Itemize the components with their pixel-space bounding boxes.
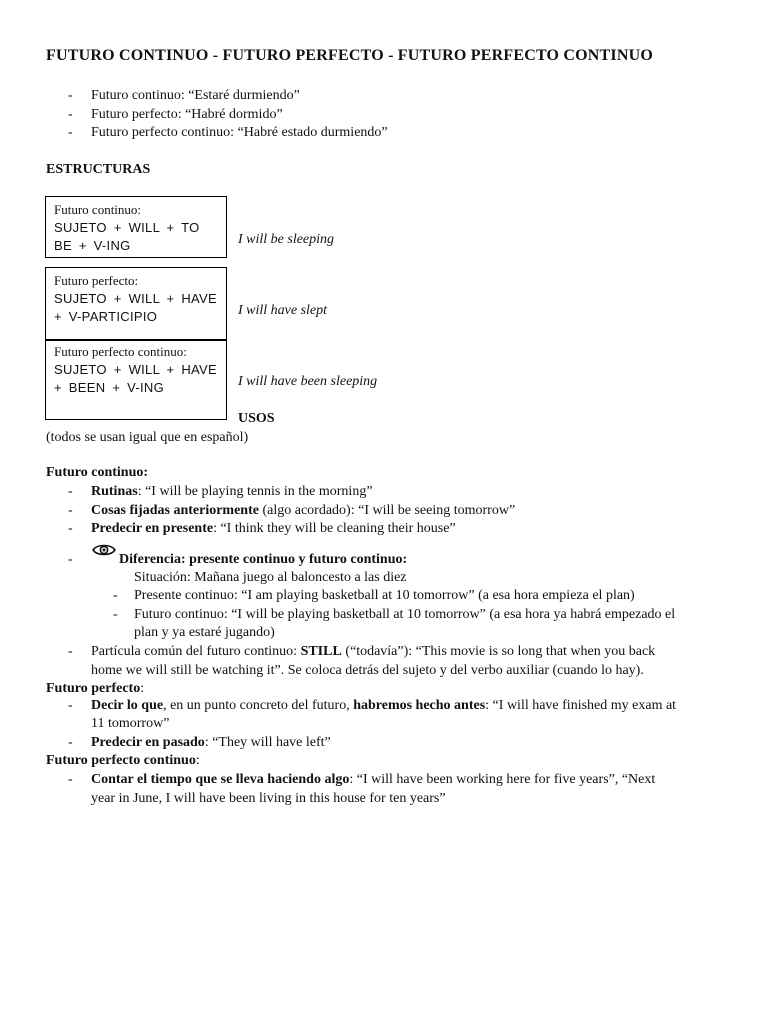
box-structure: SUJETO + WILL + HAVE + BEEN + V-ING xyxy=(54,362,217,395)
bold-term: Rutinas xyxy=(91,484,138,499)
structure-box-futuro-continuo xyxy=(45,196,227,258)
list-dash: - xyxy=(113,588,118,603)
bold-term: Cosas fijadas anteriormente xyxy=(91,503,259,518)
item-text: : “I will have been working here for five years”, “Next xyxy=(349,772,656,787)
box-structure: SUJETO + WILL + HAVE + V-PARTICIPIO xyxy=(54,291,217,324)
heading-futuro-continuo: Futuro continuo: xyxy=(46,465,149,480)
bold-term: Contar el tiempo que se lleva haciendo algo xyxy=(91,772,350,787)
diferencia-heading: Diferencia: presente continuo y futuro continuo: xyxy=(119,552,408,567)
box-label: Futuro continuo: xyxy=(54,202,142,217)
list-item xyxy=(91,520,456,538)
item-text: Partícula común del futuro continuo: xyxy=(91,644,301,659)
bold-term: Predecir en pasado xyxy=(91,735,205,750)
sub-list-item-continuation: plan y ya estaré jugando) xyxy=(134,625,275,640)
item-text: : “I will have finished my exam at xyxy=(485,698,677,713)
list-item-continuation: home we will still be watching it”. Se coloca detrás del sujeto y del verbo auxiliar (cuando lo hay). xyxy=(91,663,644,678)
heading-text: Futuro perfecto continuo xyxy=(46,753,196,768)
example-sentence: I will be sleeping xyxy=(238,232,335,247)
bold-term: STILL xyxy=(300,644,342,659)
eye-icon xyxy=(92,543,116,562)
item-text: , en un punto concreto del futuro, xyxy=(163,698,354,713)
heading-colon: : xyxy=(195,753,200,768)
bold-term: Predecir en presente xyxy=(91,521,214,536)
section-heading-estructuras: ESTRUCTURAS xyxy=(46,162,151,177)
item-text: (“todavía”): “This movie is so long that when you back xyxy=(341,644,656,659)
list-item: Futuro perfecto continuo: “Habré estado durmiendo” xyxy=(91,125,388,140)
list-dash: - xyxy=(113,607,118,622)
structure-box-futuro-perfecto-continuo xyxy=(45,340,227,420)
item-text: : “I will be playing tennis in the morning” xyxy=(137,484,373,499)
item-text: : “They will have left” xyxy=(204,735,331,750)
list-dash: - xyxy=(68,125,73,140)
heading-text: Futuro perfecto xyxy=(46,681,141,696)
section-heading-usos: USOS xyxy=(238,411,275,426)
document-title: FUTURO CONTINUO - FUTURO PERFECTO - FUTURO PERFECTO CONTINUO xyxy=(46,47,653,64)
list-item-continuation: year in June, I will have been living in this house for ten years” xyxy=(91,791,446,806)
structure-box-futuro-perfecto xyxy=(45,267,227,340)
bold-term: habremos hecho antes xyxy=(353,698,486,713)
list-item: Futuro continuo: “Estaré durmiendo” xyxy=(91,88,300,103)
sub-list-item: Futuro continuo: “I will be playing basketball at 10 tomorrow” (a esa hora ya habrá empezado el xyxy=(134,607,676,622)
heading-colon: : xyxy=(140,681,145,696)
heading-futuro-perfecto xyxy=(46,680,144,698)
list-dash: - xyxy=(68,552,73,567)
list-dash: - xyxy=(68,107,73,122)
list-item-continuation: 11 tomorrow” xyxy=(91,716,170,731)
box-structure: SUJETO + WILL + TO BE + V-ING xyxy=(54,220,200,253)
list-item xyxy=(91,697,676,715)
list-dash: - xyxy=(68,698,73,713)
situacion-text: Situación: Mañana juego al baloncesto a las diez xyxy=(134,570,407,585)
list-dash: - xyxy=(68,772,73,787)
item-text: (algo acordado): “I will be seeing tomorrow” xyxy=(258,503,516,518)
list-dash: - xyxy=(68,521,73,536)
list-item xyxy=(91,734,331,752)
list-dash: - xyxy=(68,88,73,103)
example-sentence: I will have slept xyxy=(238,303,328,318)
list-item xyxy=(91,502,515,520)
list-dash: - xyxy=(68,644,73,659)
example-sentence: I will have been sleeping xyxy=(238,374,378,389)
item-text: : “I think they will be cleaning their house” xyxy=(213,521,456,536)
list-dash: - xyxy=(68,503,73,518)
sub-list-item: Presente continuo: “I am playing basketball at 10 tomorrow” (a esa hora empieza el plan) xyxy=(134,588,635,603)
list-item: Futuro perfecto: “Habré dormido” xyxy=(91,107,283,122)
usos-note: (todos se usan igual que en español) xyxy=(46,430,249,445)
list-item xyxy=(91,483,373,501)
list-item xyxy=(91,771,655,789)
list-dash: - xyxy=(68,735,73,750)
box-label: Futuro perfecto: xyxy=(54,273,139,288)
list-dash: - xyxy=(68,484,73,499)
bold-term: Decir lo que xyxy=(91,698,164,713)
list-item xyxy=(91,643,655,661)
heading-futuro-perfecto-continuo xyxy=(46,752,200,770)
box-label: Futuro perfecto continuo: xyxy=(54,344,187,359)
